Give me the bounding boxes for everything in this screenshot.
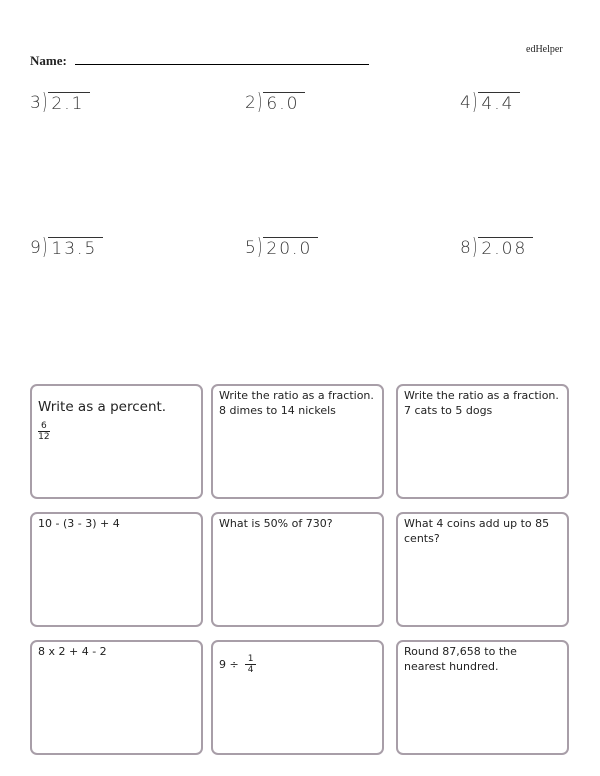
division-bracket: ): [41, 235, 49, 260]
name-label: Name:: [30, 53, 67, 68]
problem-text: 8 dimes to 14 nickels: [219, 404, 336, 417]
brand-label: edHelper: [526, 44, 563, 55]
divisor: 3: [30, 93, 43, 113]
problem-box: [30, 384, 203, 499]
division-bracket: ): [471, 90, 479, 115]
division-problem: [245, 237, 318, 259]
divisor: 9: [30, 238, 43, 258]
problem-text: Write the ratio as a fraction.: [404, 389, 559, 402]
problem-text: 9 ÷: [219, 658, 239, 671]
dividend: 4.4: [478, 92, 520, 114]
fraction: [245, 654, 257, 675]
divisor: 2: [245, 93, 258, 113]
denominator: 12: [38, 432, 50, 442]
denominator: 4: [247, 665, 254, 675]
problem-text: What 4 coins add up to 85 cents?: [404, 517, 550, 545]
fraction: [38, 421, 50, 442]
problem-box: [30, 512, 203, 627]
problem-text: 7 cats to 5 dogs: [404, 404, 493, 417]
division-bracket: ): [471, 235, 479, 260]
division-bracket: ): [41, 90, 49, 115]
numerator: 6: [38, 421, 50, 432]
problem-box: [396, 512, 569, 627]
divisor: 8: [460, 238, 473, 258]
problem-box: [396, 384, 569, 499]
problem-box: [211, 384, 384, 499]
problem-box: [211, 512, 384, 627]
division-problem: [245, 92, 305, 114]
problem-text: 8 x 2 + 4 - 2: [38, 645, 107, 658]
problem-text: Round 87,658 to the nearest hundred.: [404, 645, 517, 673]
dividend: 2.08: [478, 237, 533, 259]
problem-text: What is 50% of 730?: [219, 517, 333, 530]
division-problem: [30, 92, 90, 114]
problem-box: [211, 640, 384, 755]
division-problem: [30, 237, 103, 259]
dividend: 6.0: [263, 92, 305, 114]
division-bracket: ): [256, 90, 264, 115]
name-line[interactable]: [75, 64, 369, 65]
problem-box: [396, 640, 569, 755]
divisor: 4: [460, 93, 473, 113]
problem-text: 10 - (3 - 3) + 4: [38, 517, 120, 530]
problem-box: [30, 640, 203, 755]
divisor: 5: [245, 238, 258, 258]
dividend: 20.0: [263, 237, 318, 259]
division-bracket: ): [256, 235, 264, 260]
problem-text: Write as a percent.: [38, 399, 167, 415]
division-problem: [460, 92, 520, 114]
dividend: 13.5: [48, 237, 103, 259]
division-problem: [460, 237, 533, 259]
dividend: 2.1: [48, 92, 90, 114]
numerator: 1: [245, 654, 257, 665]
problem-text: Write the ratio as a fraction.: [219, 389, 374, 402]
